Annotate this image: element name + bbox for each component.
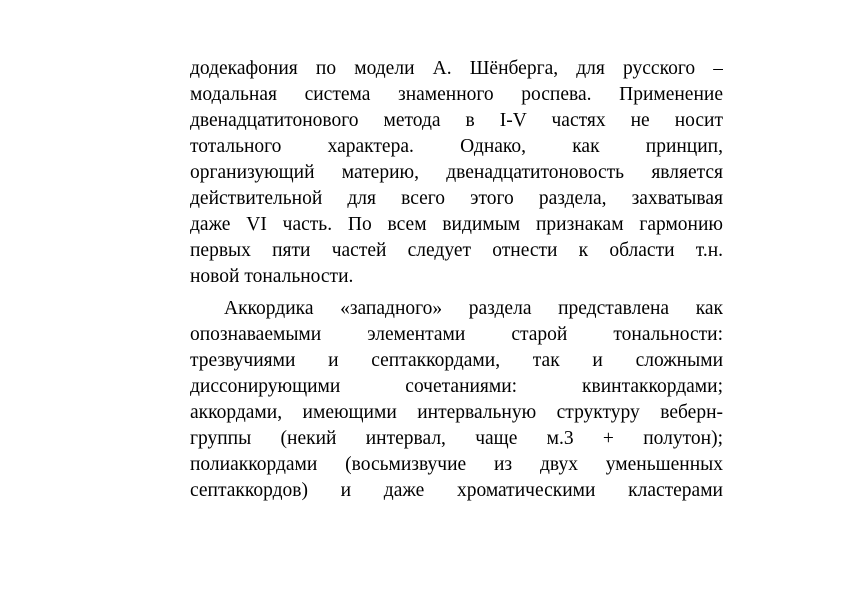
body-text: [190, 56, 723, 504]
text-line: опознаваемыми элементами старой тональности:: [190, 324, 723, 345]
text-line: даже VI часть. По всем видимым признакам гармонию: [190, 214, 723, 235]
text-line: септаккордов) и даже хроматическими кластерами: [190, 480, 723, 501]
text-line: первых пяти частей следует отнести к области т.н.: [190, 240, 723, 261]
paragraph-1: [190, 56, 723, 290]
text-line: тотального характера. Однако, как принцип,: [190, 136, 723, 157]
text-line: двенадцатитонового метода в I-V частях не носит: [190, 110, 723, 131]
text-line: группы (некий интервал, чаще м.3 + полутон);: [190, 428, 723, 449]
text-line: додекафония по модели А. Шёнберга, для русского –: [190, 58, 723, 79]
text-line: Аккордика «западного» раздела представлена как: [224, 298, 723, 319]
text-line: полиаккордами (восьмизвучие из двух уменьшенных: [190, 454, 723, 475]
text-line: новой тональности.: [190, 266, 354, 287]
text-line: модальная система знаменного роспева. Применение: [190, 84, 723, 105]
text-line: трезвучиями и септаккордами, так и сложными: [190, 350, 723, 371]
text-line: действительной для всего этого раздела, захватывая: [190, 188, 723, 209]
paragraph-2: [190, 296, 723, 504]
text-line: аккордами, имеющими интервальную структуру веберн-: [190, 402, 723, 423]
text-line: диссонирующими сочетаниями: квинтаккордами;: [190, 376, 723, 397]
text-line: организующий материю, двенадцатитоновость является: [190, 162, 723, 183]
